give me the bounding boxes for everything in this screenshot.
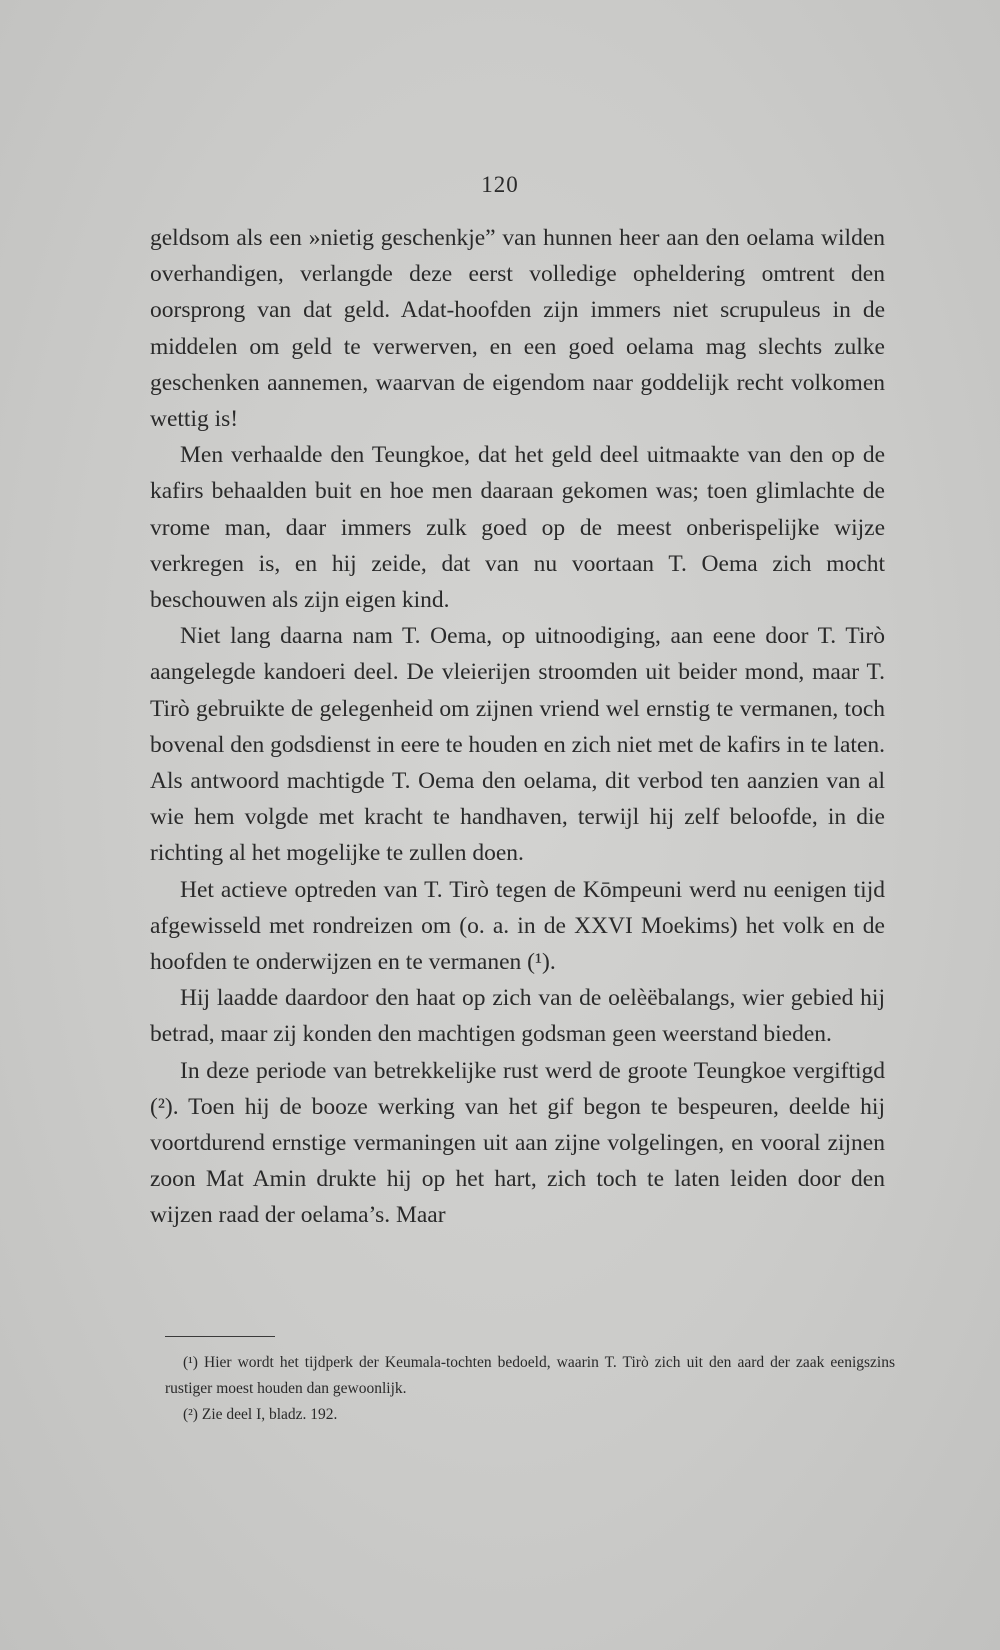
body-text <box>150 220 885 1234</box>
paragraph: geldsom als een »nietig geschenkje” van hunnen heer aan den oelama wilden overhandigen, verlangde deze eerst volledige opheldering omtrent den oorsprong van dat geld. Adat-hoofden zijn immers niet scrupuleus in de middelen om geld te verwerven, en een goed oelama mag slechts zulke geschenken aannemen, waarvan de eigendom naar goddelijk recht volkomen wettig is! <box>150 225 885 433</box>
paragraph: Het actieve optreden van T. Tirò tegen de Kōmpeuni werd nu eenigen tijd afgewisseld met rondreizen om (o. a. in de XXVI Moekims) het volk en de hoofden te onderwijzen en te vermanen (¹). <box>150 876 885 976</box>
paragraph: Hij laadde daardoor den haat op zich van de oelèëbalangs, wier gebied hij betrad, maar zij konden den machtigen godsman geen weerstand bieden. <box>150 985 885 1048</box>
footnote: (²) Zie deel I, bladz. 192. <box>183 1406 338 1423</box>
paragraph: Niet lang daarna nam T. Oema, op uitnoodiging, aan eene door T. Tirò aangelegde kandoeri deel. De vleierijen stroomden uit beider mond, maar T. Tirò gebruikte de gelegenheid om zijnen vriend wel ernstig te vermanen, toch bovenal den godsdienst in eere te houden en zich niet met de kafirs in te laten. Als antwoord machtigde T. Oema den oelama, dit verbod ten aanzien van al wie hem volgde met kracht te handhaven, terwijl hij zelf beloofde, in die richting al het mogelijke te zullen doen. <box>150 623 885 867</box>
footnote-divider <box>165 1336 275 1337</box>
page-number: 120 <box>481 172 519 197</box>
footnotes <box>165 1350 895 1428</box>
paragraph: Men verhaalde den Teungkoe, dat het geld deel uitmaakte van den op de kafirs behaalden buit en hoe men daaraan gekomen was; toen glimlachte de vrome man, daar immers zulk goed op de meest onberispelijke wijze verkregen is, en hij zeide, dat van nu voortaan T. Oema zich mocht beschouwen als zijn eigen kind. <box>150 442 885 614</box>
footnote: (¹) Hier wordt het tijdperk der Keumala-tochten bedoeld, waarin T. Tirò zich uit den aard der zaak eenigszins rustiger moest houden dan gewoonlijk. <box>165 1354 895 1397</box>
paragraph: In deze periode van betrekkelijke rust werd de groote Teungkoe vergiftigd (²). Toen hij de booze werking van het gif begon te bespeuren, deelde hij voortdurend ernstige vermaningen uit aan zijne volgelingen, en vooral zijnen zoon Mat Amin drukte hij op het hart, zich toch te laten leiden door den wijzen raad der oelama’s. Maar <box>150 1057 885 1229</box>
